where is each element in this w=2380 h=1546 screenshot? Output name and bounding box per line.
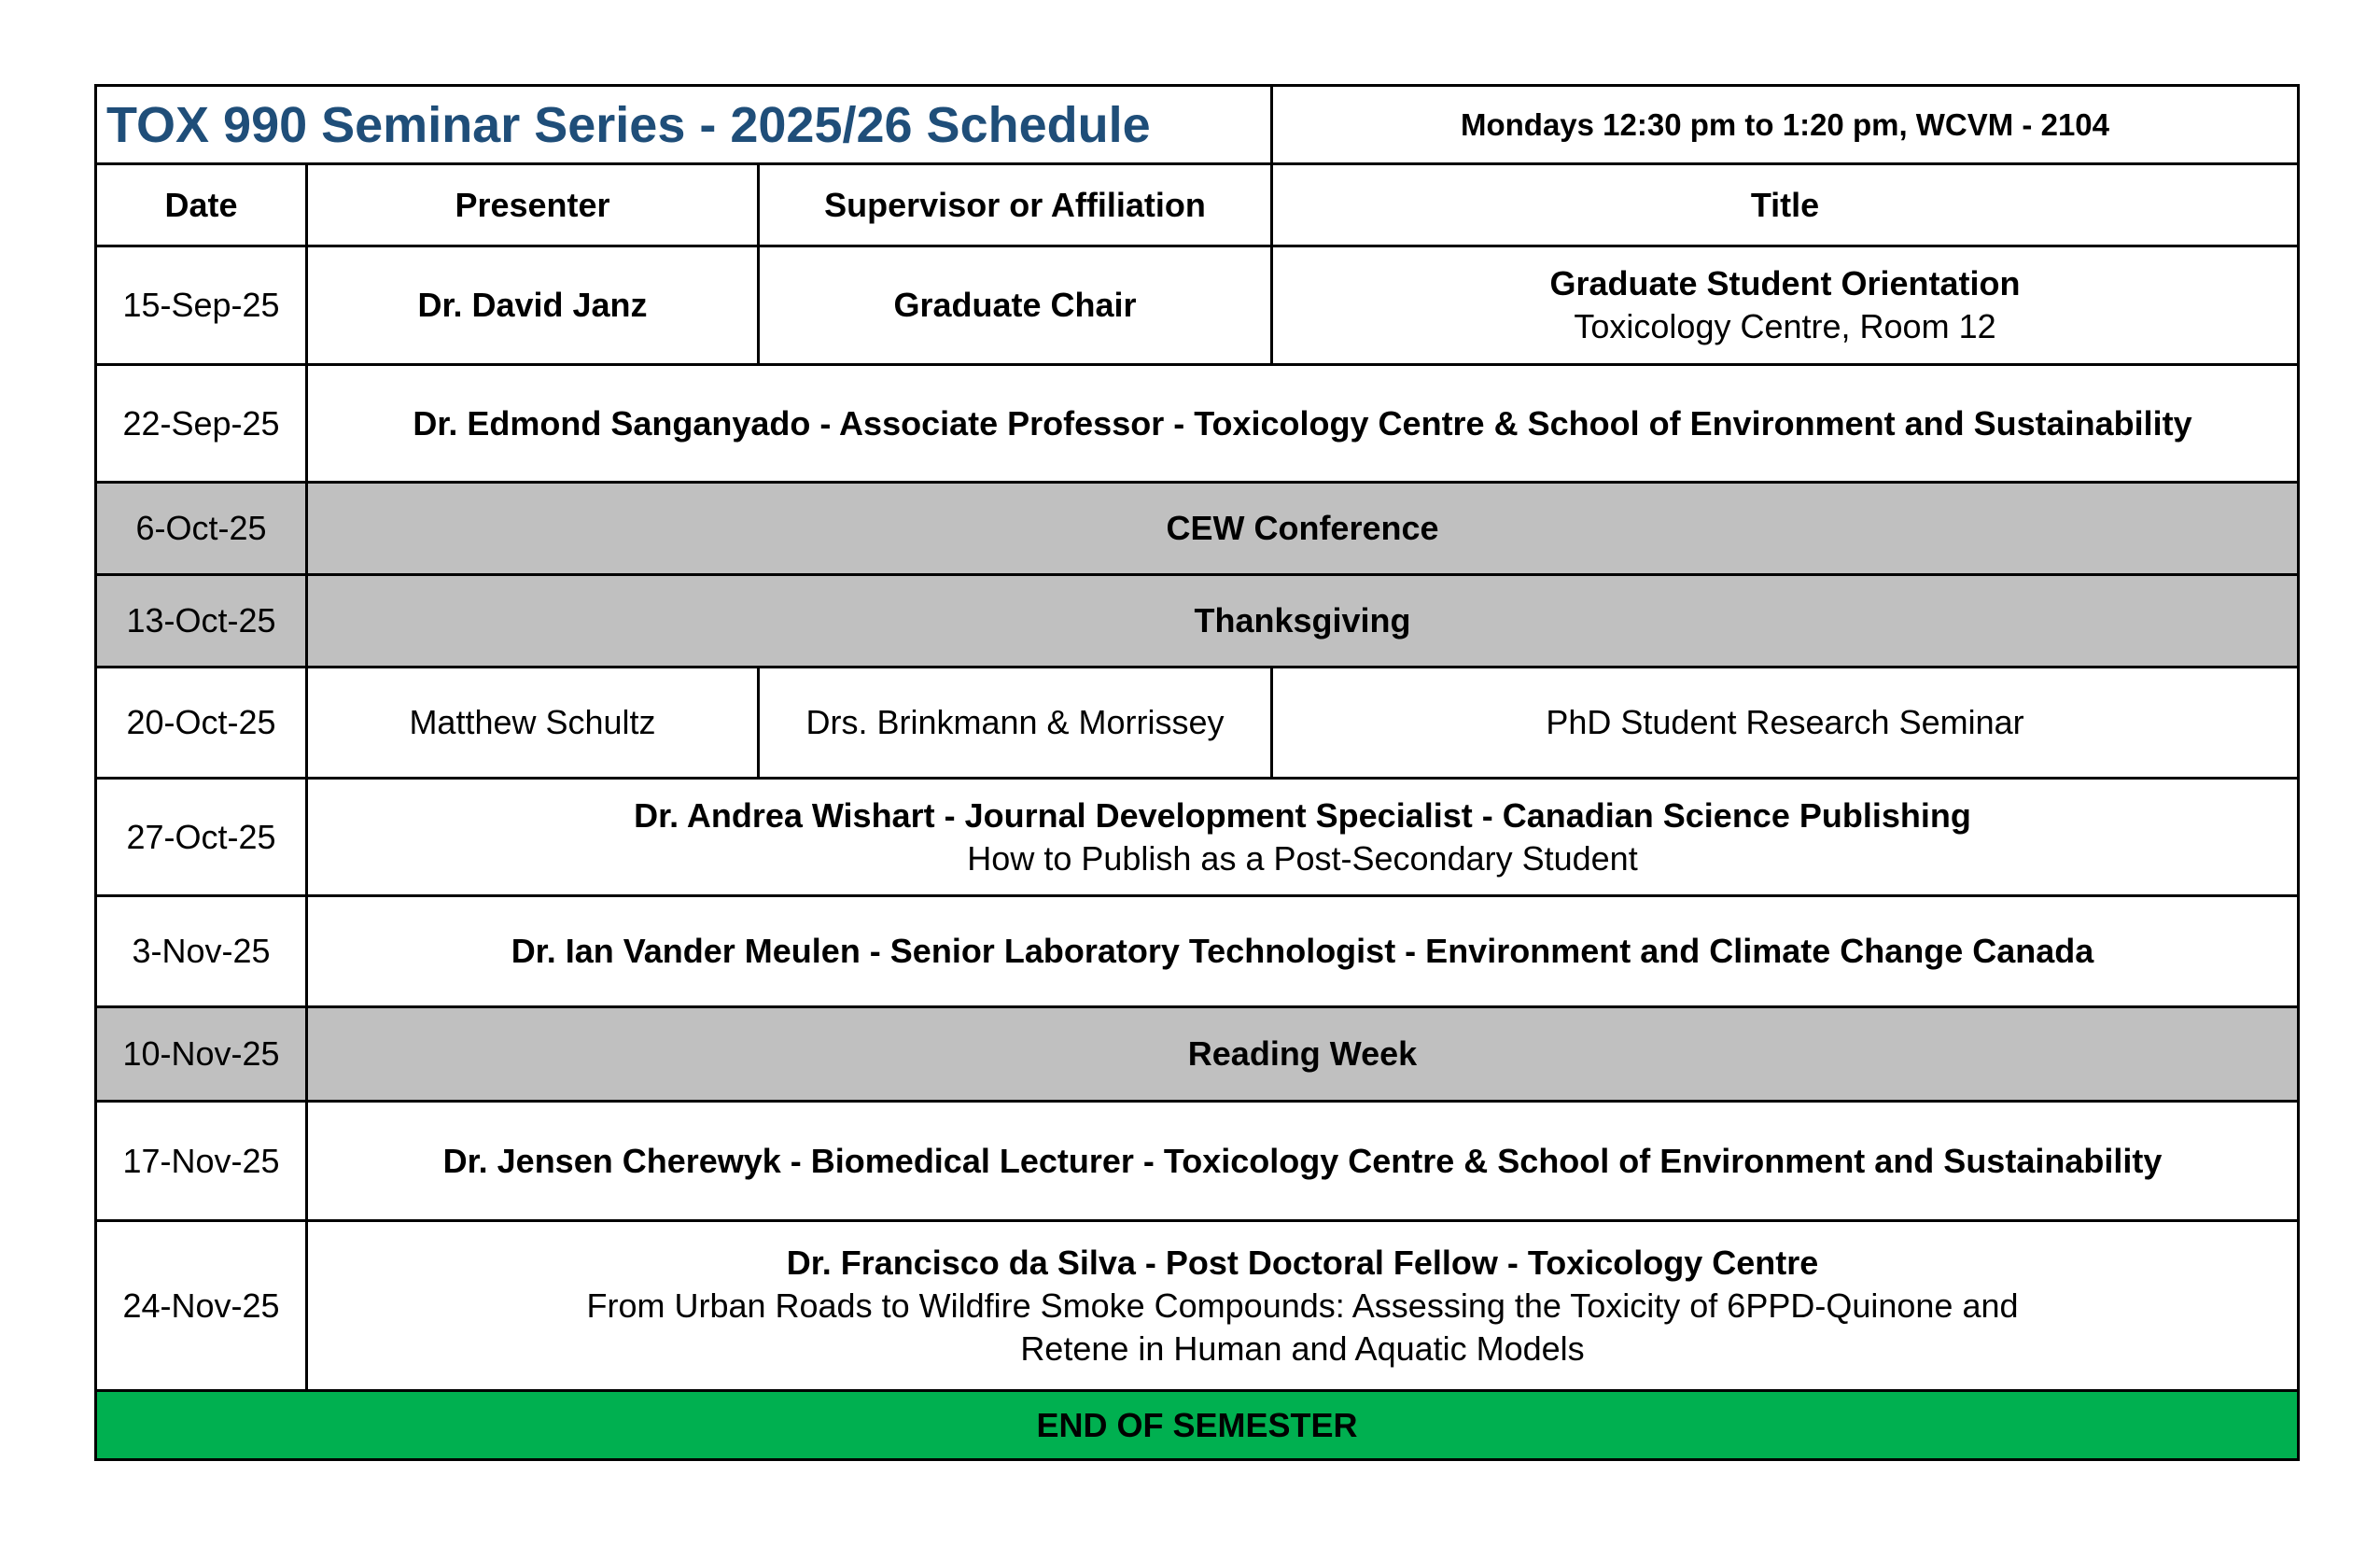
row-title: Graduate Student Orientation <box>1549 264 2021 302</box>
column-header-title: Title <box>1272 164 2299 246</box>
row-date: 24-Nov-25 <box>96 1221 307 1391</box>
row-date: 6-Oct-25 <box>96 483 307 575</box>
table-row-event <box>96 483 2299 575</box>
row-date: 15-Sep-25 <box>96 246 307 365</box>
row-speaker-cell <box>307 1221 2299 1391</box>
row-speaker: Dr. Jensen Cherewyk - Biomedical Lecturer - Toxicology Centre & School of Environment and Sustainability <box>307 1102 2299 1221</box>
row-speaker: Dr. Ian Vander Meulen - Senior Laboratory Technologist - Environment and Climate Change Canada <box>307 896 2299 1007</box>
row-talk-title: How to Publish as a Post-Secondary Student <box>967 838 1638 878</box>
row-date: 3-Nov-25 <box>96 896 307 1007</box>
table-row <box>96 668 2299 779</box>
row-speaker: Dr. Andrea Wishart - Journal Development Specialist - Canadian Science Publishing <box>634 795 1971 835</box>
row-talk-title-line2: Retene in Human and Aquatic Models <box>1020 1328 1585 1368</box>
row-subtitle: Toxicology Centre, Room 12 <box>1574 307 1996 345</box>
row-speaker-cell <box>307 779 2299 896</box>
row-date: 10-Nov-25 <box>96 1007 307 1102</box>
row-date: 17-Nov-25 <box>96 1102 307 1221</box>
row-talk-title-line1: From Urban Roads to Wildfire Smoke Compounds: Assessing the Toxicity of 6PPD-Quinone and <box>586 1286 2019 1325</box>
row-event: Thanksgiving <box>307 575 2299 668</box>
table-row <box>96 365 2299 483</box>
row-speaker: Dr. Francisco da Silva - Post Doctoral Fellow - Toxicology Centre <box>786 1243 1819 1282</box>
table-row <box>96 1102 2299 1221</box>
row-date: 22-Sep-25 <box>96 365 307 483</box>
page-title: TOX 990 Seminar Series - 2025/26 Schedule <box>96 86 1272 164</box>
table-row <box>96 896 2299 1007</box>
row-presenter: Matthew Schultz <box>307 668 759 779</box>
end-of-semester-row <box>96 1391 2299 1460</box>
table-row <box>96 779 2299 896</box>
row-event: CEW Conference <box>307 483 2299 575</box>
row-date: 13-Oct-25 <box>96 575 307 668</box>
row-speaker: Dr. Edmond Sanganyado - Associate Professor - Toxicology Centre & School of Environment and Sustainability <box>307 365 2299 483</box>
row-event: Reading Week <box>307 1007 2299 1102</box>
column-header-presenter: Presenter <box>307 164 759 246</box>
table-row-event <box>96 1007 2299 1102</box>
table-row-event <box>96 575 2299 668</box>
row-date: 27-Oct-25 <box>96 779 307 896</box>
row-date: 20-Oct-25 <box>96 668 307 779</box>
table-row <box>96 246 2299 365</box>
end-of-semester-label: END OF SEMESTER <box>96 1391 2299 1460</box>
title-row <box>96 86 2299 164</box>
column-header-supervisor: Supervisor or Affiliation <box>759 164 1272 246</box>
table-row <box>96 1221 2299 1391</box>
row-supervisor: Drs. Brinkmann & Morrissey <box>759 668 1272 779</box>
row-supervisor: Graduate Chair <box>759 246 1272 365</box>
schedule-time-location: Mondays 12:30 pm to 1:20 pm, WCVM - 2104 <box>1272 86 2299 164</box>
row-title: PhD Student Research Seminar <box>1272 668 2299 779</box>
seminar-schedule-table <box>94 84 2300 1461</box>
row-title-cell <box>1272 246 2299 365</box>
column-header-row <box>96 164 2299 246</box>
column-header-date: Date <box>96 164 307 246</box>
row-presenter: Dr. David Janz <box>307 246 759 365</box>
